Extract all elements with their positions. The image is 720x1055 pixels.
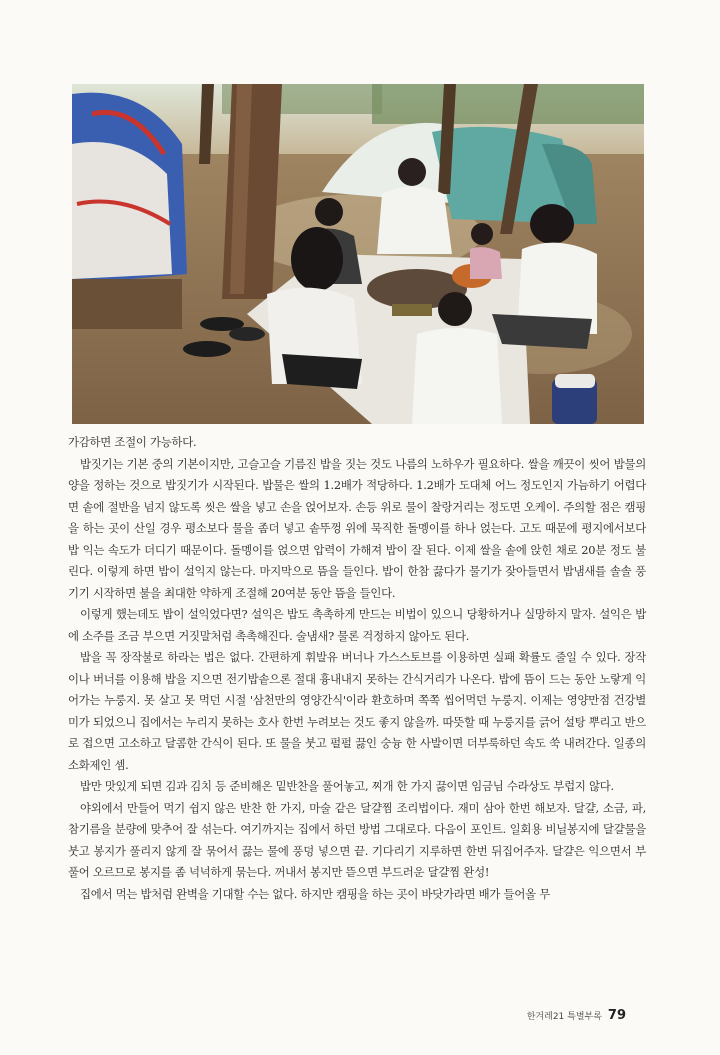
photo-illustration [72, 84, 644, 424]
paragraph-5: 밥만 맛있게 되면 김과 김치 등 준비해온 밑반찬을 풀어놓고, 찌개 한 가지 끓이면 임금님 수라상도 부럽지 않다. [80, 779, 614, 793]
article-body [68, 432, 646, 905]
paragraph-7: 집에서 먹는 밥처럼 완벽을 기대할 수는 없다. 하지만 캠핑을 하는 곳이 바닷가라면 배가 들어올 무 [80, 886, 550, 901]
paragraph-3: 이렇게 했는데도 밥이 설익었다면? 설익은 밥도 촉촉하게 만드는 비법이 있으니 당황하거나 실망하지 말자. 설익은 밥에 소주를 조금 부으면 거짓말처럼 촉촉해진다. 술냄새? 물론 걱정하지 않아도 된다. [68, 607, 646, 643]
page-footer [527, 1008, 626, 1023]
paragraph-1: 가감하면 조절이 가능하다. [68, 435, 197, 449]
camping-family-photo [72, 84, 644, 424]
page-number: 79 [607, 1008, 626, 1023]
paragraph-6: 야외에서 만들어 먹기 쉽지 않은 반찬 한 가지, 마술 같은 달걀찜 조리법이다. 재미 삼아 한번 해보자. 달걀, 소금, 파, 참기름을 분량에 맞추어 잘 섞는다. 여기까지는 집에서 하던 방법 그대로다. 다음이 포인트. 일회용 비닐봉지에 달걀물을 붓고 봉지가 풀리지 않게 잘 묶어서 끓는 물에 풍덩 넣으면 끝. 기다리기 지루하면 한번 뒤집어주자. 달걀은 익으면서 부풀어 오르므로 봉지를 좀 넉넉하게 묶는다. 꺼내서 봉지만 뜯으면 부드러운 달걀찜 완성! [68, 800, 646, 879]
publication-name: 한겨레21 특별부록 [526, 1012, 602, 1022]
paragraph-4: 밥을 꼭 장작불로 하라는 법은 없다. 간편하게 휘발유 버너나 가스스토브를 이용하면 실패 확률도 줄일 수 있다. 장작이나 버너를 이용해 밥을 지으면 전기밥솥으론 절대 흉내내지 못하는 간식거리가 나온다. 밥에 뜸이 드는 동안 노랗게 익어가는 누룽지. 못 살고 못 먹던 시절 '삼천만의 영양간식'이라 환호하며 쪽쪽 씹어먹던 누룽지. 이제는 영양만점 건강별미가 되었으니 집에서는 누리지 못하는 호사 한번 누려보는 것도 좋지 않을까. 따뜻할 때 누룽지를 긁어 설탕 뿌리고 반으로 접으면 고소하고 달콤한 간식이 된다. 또 물을 붓고 펄펄 끓인 숭늉 한 사발이면 더부룩하던 속도 쑥 내려간다. 일종의 소화제인 셈. [68, 650, 646, 772]
paragraph-2: 밥짓기는 기본 중의 기본이지만, 고슬고슬 기름진 밥을 짓는 것도 나름의 노하우가 필요하다. 쌀을 깨끗이 씻어 밥물의 양을 정하는 것으로 밥짓기가 시작된다. 밥물은 쌀의 1.2배가 적당하다. 1.2배가 도대체 어느 정도인지 가늠하기 어렵다면 솥에 절반을 넘지 않도록 씻은 쌀을 넣고 손을 얹어보자. 손등 위로 물이 찰랑거리는 정도면 오케이. 주의할 점은 캠핑을 하는 곳이 산일 경우 평소보다 물을 좀더 넣고 솥뚜껑 위에 묵직한 돌멩이를 하나 얹는다. 고도 때문에 평지에서보다 밥 익는 속도가 더디기 때문이다. 돌멩이를 얹으면 압력이 가해져 밥이 잘 된다. 이제 쌀을 솥에 앉힌 채로 20분 정도 불린다. 이렇게 하면 밥이 설익지 않는다. 마지막으로 뜸을 들인다. 밥이 한참 끓다가 물기가 잦아들면서 밥냄새를 솔솔 풍기기 시작하면 불을 최대한 약하게 조절해 20여분 동안 뜸을 들인다. [68, 456, 646, 600]
